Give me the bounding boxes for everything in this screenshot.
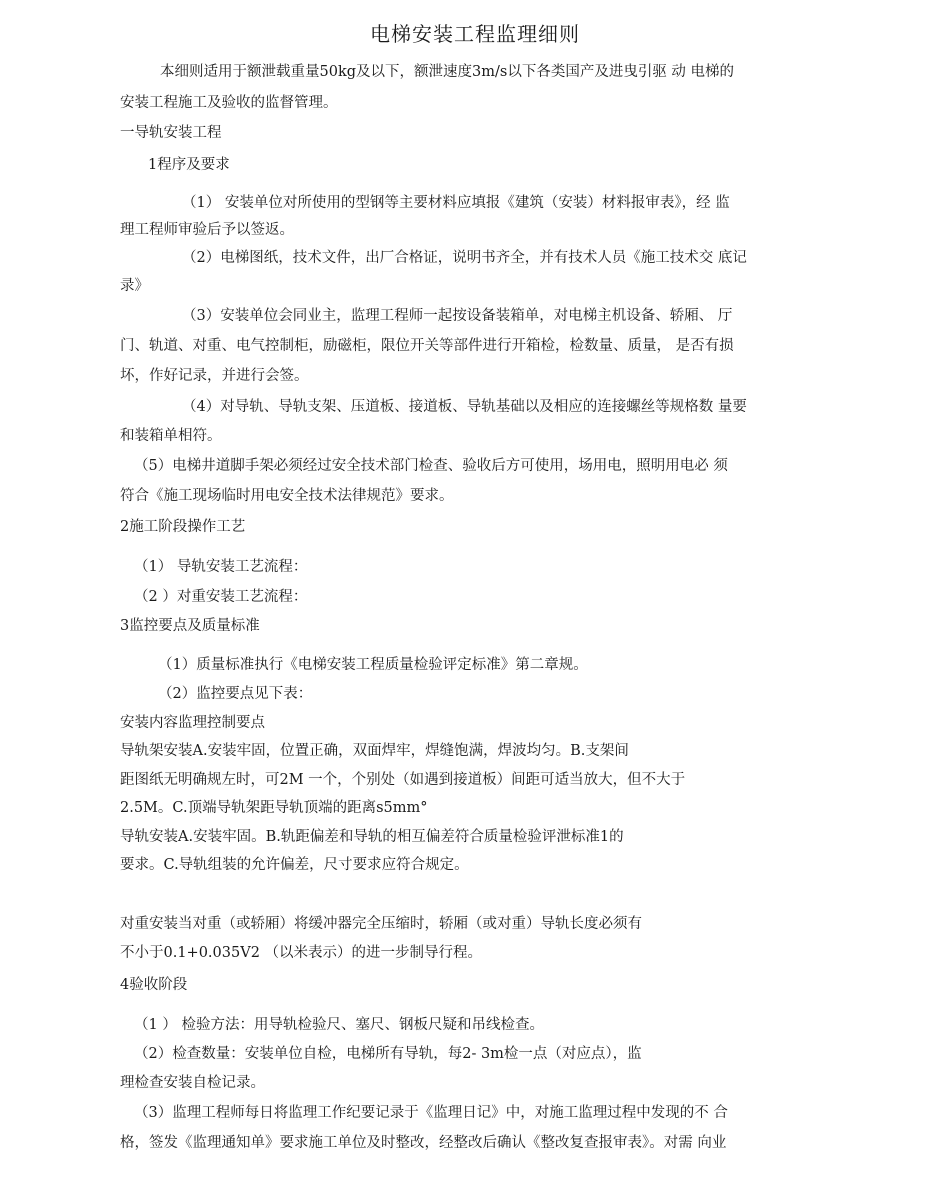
table-row-line: 导轨安装A.安装牢固。B.轨距偏差和导轨的相互偏差符合质量检验评泄标准1的	[120, 829, 624, 845]
table-row-line: 对重安装当对重（或轿厢）将缓冲器完全压缩时，轿厢（或对重）导轨长度必须有	[120, 916, 642, 932]
document-title: 电梯安装工程监理细则	[370, 22, 580, 46]
paragraph-line: 和装箱单相符。	[120, 428, 222, 444]
table-row-line: 2.5M。C.顶端导轨架距导轨顶端的距离s5mm°	[120, 800, 428, 816]
paragraph-line: （3）监理工程师每日将监理工作纪要记录于《监理日记》中，对施工监理过程中发现的不 合	[134, 1105, 728, 1121]
paragraph-line: 坏，作好记录，并进行会签。	[120, 368, 309, 384]
table-row-line: 要求。C.导轨组装的允许偏差，尺寸要求应符合规定。	[120, 857, 469, 873]
paragraph-line: （2 ）对重安装工艺流程：	[134, 589, 308, 605]
paragraph-line: 安装工程施工及验收的监督管理。	[120, 95, 338, 111]
paragraph-line: 理工程师审验后予以签返。	[120, 222, 294, 238]
paragraph-line: （1 ） 检验方法：用导轨检验尺、塞尺、钢板尺疑和吊线检查。	[134, 1017, 544, 1033]
paragraph-line: （2）检查数量：安装单位自检，电梯所有导轨，每2- 3m检一点（对应点），监	[134, 1046, 642, 1062]
section-heading: 4验收阶段	[120, 977, 188, 993]
paragraph-line: 录》	[120, 278, 149, 294]
paragraph-line: 理检查安装自检记录。	[120, 1075, 265, 1091]
paragraph-line: （2）电梯图纸，技术文件，出厂合格证，说明书齐全，并有技术人员《施工技术交 底记	[182, 250, 747, 266]
paragraph-line: 门、轨道、对重、电气控制柜，励磁柜，限位开关等部件进行开箱检，检数量、质量， 是否有损	[120, 338, 734, 354]
table-row-line: 导轨架安装A.安装牢固，位置正确，双面焊牢，焊缝饱满，焊波均匀。B.支架间	[120, 743, 629, 759]
paragraph-line: 本细则适用于额泄载重量50kg及以下，额泄速度3m/s以下各类国产及进曳引驱 动 电梯的	[160, 64, 735, 80]
paragraph-line: （2）监控要点见下表：	[158, 686, 313, 702]
paragraph-line: 符合《施工现场临时用电安全技术法律规范》要求。	[120, 488, 454, 504]
subsection-heading: 2施工阶段操作工艺	[120, 519, 246, 535]
subsection-heading: 3监控要点及质量标准	[120, 618, 260, 634]
table-header-line: 安装内容监理控制要点	[120, 715, 265, 731]
section-heading: 一导轨安装工程	[120, 125, 222, 141]
table-row-line: 距图纸无明确规左时，可2M 一个，个别处（如遇到接道板）间距可适当放大，但不大于	[120, 772, 686, 788]
subsection-heading: 1程序及要求	[148, 157, 230, 173]
paragraph-line: （1） 安装单位对所使用的型钢等主要材料应填报《建筑（安装）材料报审表》，经 监	[182, 195, 730, 211]
table-row-line: 不小于0.1+0.035V2 （以米表示）的进一步制导行程。	[120, 945, 483, 961]
paragraph-line: （1） 导轨安装工艺流程：	[134, 559, 308, 575]
paragraph-line: （5）电梯井道脚手架必须经过安全技术部门检查、验收后方可使用，场用电，照明用电必 须	[134, 458, 728, 474]
paragraph-line: （1）质量标准执行《电梯安装工程质量检验评定标准》第二章规。	[158, 657, 588, 673]
paragraph-line: 格，签发《监理通知单》要求施工单位及时整改，经整改后确认《整改复查报审表》。对需 向业	[120, 1135, 727, 1151]
paragraph-line: （4）对导轨、导轨支架、压道板、接道板、导轨基础以及相应的连接螺丝等规格数 量要	[182, 399, 747, 415]
paragraph-line: （3）安装单位会同业主，监理工程师一起按设备装箱单，对电梯主机设备、轿厢、 厅	[182, 308, 733, 324]
